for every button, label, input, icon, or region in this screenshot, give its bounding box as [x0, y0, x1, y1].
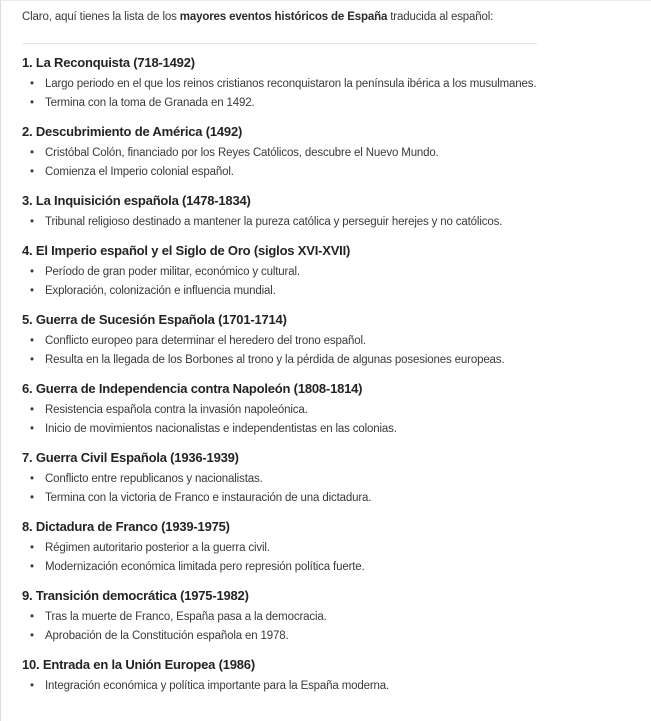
bullet-item: • Período de gran poder militar, económico y cultural. — [22, 263, 582, 282]
section-heading: 7. Guerra Civil Española (1936-1939) — [22, 450, 239, 465]
bullet-item: • Integración económica y política importante para la España moderna. — [22, 677, 582, 696]
bullet-item: • Cristóbal Colón, financiado por los Reyes Católicos, descubre el Nuevo Mundo. — [22, 144, 582, 163]
bullet-list — [22, 470, 629, 508]
intro-text-prefix: Claro, aquí tienes la lista de los — [22, 11, 180, 23]
section-heading: 5. Guerra de Sucesión Española (1701-1714) — [22, 312, 287, 327]
bullet-item: • Tras la muerte de Franco, España pasa a la democracia. — [22, 608, 582, 627]
event-section — [22, 54, 629, 113]
bullet-item: • Termina con la toma de Granada en 1492. — [22, 94, 582, 113]
event-section — [22, 587, 629, 646]
bullet-item: • Conflicto entre republicanos y nacionalistas. — [22, 470, 582, 489]
bullet-list — [22, 539, 629, 577]
section-heading: 4. El Imperio español y el Siglo de Oro (siglos XVI-XVII) — [22, 243, 351, 258]
bullet-item: • Exploración, colonización e influencia mundial. — [22, 282, 582, 301]
bullet-list — [22, 75, 629, 113]
event-section — [22, 518, 629, 577]
bullet-item: • Comienza el Imperio colonial español. — [22, 163, 582, 182]
bullet-item: • Tribunal religioso destinado a mantener la pureza católica y perseguir herejes y no católicos. — [22, 213, 582, 232]
event-section — [22, 656, 629, 696]
bullet-item: • Modernización económica limitada pero represión política fuerte. — [22, 558, 582, 577]
event-section — [22, 242, 629, 301]
bullet-item: • Termina con la victoria de Franco e instauración de una dictadura. — [22, 489, 582, 508]
event-section — [22, 123, 629, 182]
bullet-item: • Largo periodo en el que los reinos cristianos reconquistaron la península ibérica a los musulmanes. — [22, 75, 582, 94]
section-heading: 2. Descubrimiento de América (1492) — [22, 124, 243, 139]
bullet-list — [22, 263, 629, 301]
intro-paragraph — [22, 9, 629, 25]
section-heading: 3. La Inquisición española (1478-1834) — [22, 193, 251, 208]
event-section — [22, 380, 629, 439]
bullet-item: • Régimen autoritario posterior a la guerra civil. — [22, 539, 582, 558]
section-heading: 6. Guerra de Independencia contra Napoleón (1808-1814) — [22, 381, 363, 396]
event-section — [22, 449, 629, 508]
intro-text-suffix: traducida al español: — [387, 11, 494, 23]
bullet-item: • Resulta en la llegada de los Borbones al trono y la pérdida de algunas posesiones europeas. — [22, 351, 582, 370]
section-heading: 8. Dictadura de Franco (1939-1975) — [22, 519, 230, 534]
intro-text-bold: mayores eventos históricos de España — [179, 11, 388, 23]
section-divider — [22, 43, 537, 44]
bullet-item: • Conflicto europeo para determinar el heredero del trono español. — [22, 332, 582, 351]
bullet-item: • Resistencia española contra la invasión napoleónica. — [22, 401, 582, 420]
bullet-list — [22, 332, 629, 370]
event-section — [22, 311, 629, 370]
bullet-item: • Inicio de movimientos nacionalistas e independentistas en las colonias. — [22, 420, 582, 439]
bullet-list — [22, 677, 629, 696]
bullet-list — [22, 608, 629, 646]
events-list — [22, 54, 629, 696]
section-heading: 10. Entrada en la Unión Europea (1986) — [22, 657, 255, 672]
bullet-list — [22, 144, 629, 182]
event-section — [22, 192, 629, 232]
section-heading: 9. Transición democrática (1975-1982) — [22, 588, 249, 603]
bullet-list — [22, 213, 629, 232]
section-heading: 1. La Reconquista (718-1492) — [22, 55, 195, 70]
bullet-item: • Aprobación de la Constitución española en 1978. — [22, 627, 582, 646]
bullet-list — [22, 401, 629, 439]
